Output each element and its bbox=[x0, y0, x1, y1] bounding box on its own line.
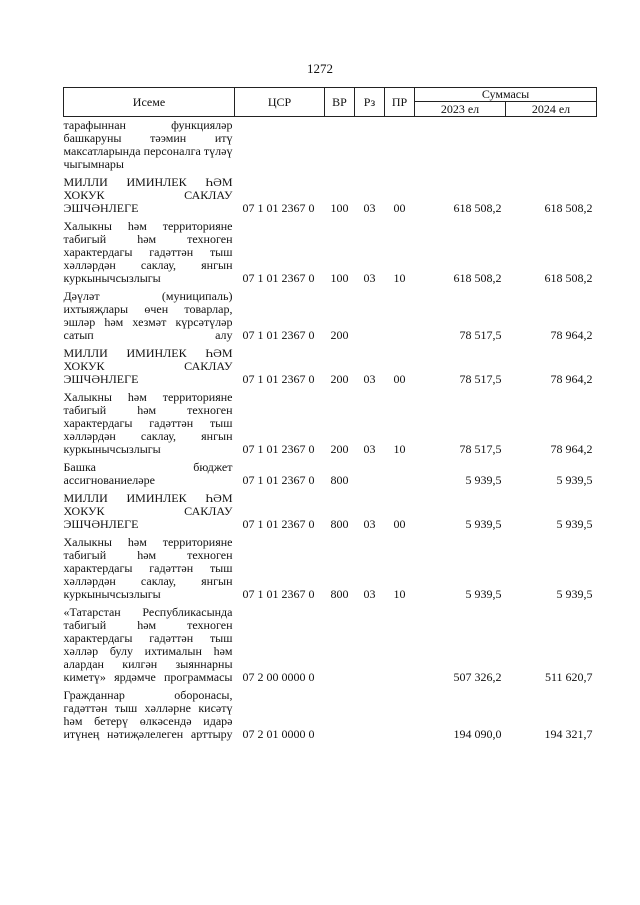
row-rz bbox=[355, 285, 385, 342]
row-name: МИЛЛИ ИМИНЛЕК ҺӘМ ХОКУК САКЛАУ ЭШЧӘНЛЕГЕ bbox=[63, 491, 233, 531]
row-rz: 03 bbox=[363, 271, 376, 285]
row-vr bbox=[325, 117, 355, 172]
table-row bbox=[64, 285, 597, 342]
row-amount-2023: 194 090,0 bbox=[453, 727, 502, 741]
row-vr: 200 bbox=[330, 328, 349, 342]
row-name: Башка бюджет ассигнованиеләре bbox=[63, 460, 233, 487]
row-amount-2023: 78 517,5 bbox=[459, 372, 502, 386]
header-pr: ПР bbox=[385, 88, 415, 117]
row-pr: 10 bbox=[393, 271, 406, 285]
row-rz: 03 bbox=[363, 517, 376, 531]
row-vr: 800 bbox=[330, 587, 349, 601]
row-pr: 00 bbox=[393, 201, 406, 215]
row-vr: 200 bbox=[330, 372, 349, 386]
row-name: Гражданнар оборонасы, гадәттән тыш хәлләрне кисәтү һәм бетерү өлкәсендә идарә итүнең нәтиҗәлелеген арттыру bbox=[63, 688, 233, 741]
row-amount-2024: 5 939,5 bbox=[556, 587, 593, 601]
row-csr: 07 2 00 0000 0 bbox=[242, 670, 315, 684]
row-amount-2024 bbox=[506, 117, 597, 172]
table-row bbox=[64, 342, 597, 386]
row-amount-2024: 78 964,2 bbox=[550, 372, 593, 386]
row-pr: 00 bbox=[393, 517, 406, 531]
table-row bbox=[64, 386, 597, 456]
row-amount-2024: 5 939,5 bbox=[556, 473, 593, 487]
row-csr: 07 1 01 2367 0 bbox=[242, 442, 315, 456]
row-amount-2024: 194 321,7 bbox=[544, 727, 593, 741]
table-row bbox=[64, 456, 597, 487]
row-name: Дәүләт (муниципаль) ихтыяҗлары өчен товарлар, эшләр һәм хезмәт күрсәтүләр сатып алу bbox=[63, 289, 233, 342]
row-vr: 200 bbox=[330, 442, 349, 456]
row-amount-2023 bbox=[415, 117, 506, 172]
row-name: Халыкны һәм территорияне табигый һәм техноген характердагы гадәттән тыш хәлләрдән саклау, янгын куркынычсызлыгы bbox=[63, 390, 233, 456]
row-csr: 07 1 01 2367 0 bbox=[242, 372, 315, 386]
row-pr bbox=[385, 456, 415, 487]
row-vr bbox=[325, 684, 355, 741]
row-amount-2023: 5 939,5 bbox=[465, 473, 502, 487]
row-pr: 10 bbox=[393, 587, 406, 601]
row-name: Халыкны һәм территорияне табигый һәм техноген характердагы гадәттән тыш хәлләрдән саклау, янгын куркынычсызлыгы bbox=[63, 535, 233, 601]
row-vr: 800 bbox=[330, 517, 349, 531]
row-amount-2024: 78 964,2 bbox=[550, 442, 593, 456]
row-csr: 07 2 01 0000 0 bbox=[242, 727, 315, 741]
row-rz bbox=[355, 601, 385, 684]
page-number: 1272 bbox=[307, 61, 333, 76]
row-vr: 800 bbox=[330, 473, 349, 487]
header-csr: ЦСР bbox=[235, 88, 325, 117]
table-row bbox=[64, 601, 597, 684]
header-rz: Рз bbox=[355, 88, 385, 117]
row-amount-2023: 5 939,5 bbox=[465, 587, 502, 601]
row-name: тарафыннан функцияләр башкаруны тәэмин итү максатларында персоналга түләү чыгымнары bbox=[63, 118, 233, 171]
table-row bbox=[64, 531, 597, 601]
row-csr bbox=[235, 117, 325, 172]
budget-table bbox=[63, 87, 597, 741]
row-vr bbox=[325, 601, 355, 684]
table-row bbox=[64, 117, 597, 172]
row-rz: 03 bbox=[363, 201, 376, 215]
row-amount-2024: 78 964,2 bbox=[550, 328, 593, 342]
row-pr: 00 bbox=[393, 372, 406, 386]
table-header bbox=[64, 88, 597, 117]
row-rz bbox=[355, 684, 385, 741]
row-csr: 07 1 01 2367 0 bbox=[242, 271, 315, 285]
row-rz: 03 bbox=[363, 442, 376, 456]
row-csr: 07 1 01 2367 0 bbox=[242, 517, 315, 531]
row-csr: 07 1 01 2367 0 bbox=[242, 587, 315, 601]
row-amount-2023: 507 326,2 bbox=[453, 670, 502, 684]
table-body bbox=[64, 117, 597, 742]
row-pr bbox=[385, 117, 415, 172]
row-vr: 100 bbox=[330, 201, 349, 215]
row-amount-2023: 78 517,5 bbox=[459, 328, 502, 342]
row-amount-2024: 618 508,2 bbox=[544, 201, 593, 215]
row-pr bbox=[385, 684, 415, 741]
header-vr: ВР bbox=[325, 88, 355, 117]
row-amount-2023: 618 508,2 bbox=[453, 201, 502, 215]
row-csr: 07 1 01 2367 0 bbox=[242, 328, 315, 342]
row-name: МИЛЛИ ИМИНЛЕК ҺӘМ ХОКУК САКЛАУ ЭШЧӘНЛЕГЕ bbox=[63, 346, 233, 386]
row-name: МИЛЛИ ИМИНЛЕК ҺӘМ ХОКУК САКЛАУ ЭШЧӘНЛЕГЕ bbox=[63, 175, 233, 215]
header-year-2024: 2024 ел bbox=[506, 102, 597, 117]
table-row bbox=[64, 171, 597, 215]
row-amount-2023: 618 508,2 bbox=[453, 271, 502, 285]
row-name: «Татарстан Республикасында табигый һәм техноген характердагы гадәттән тыш хәлләр булу ихтималын һәм алардан килгән зыяннарны киметү» ярдәмче программасы bbox=[63, 605, 233, 684]
row-rz: 03 bbox=[363, 372, 376, 386]
row-amount-2023: 78 517,5 bbox=[459, 442, 502, 456]
row-pr bbox=[385, 601, 415, 684]
row-csr: 07 1 01 2367 0 bbox=[242, 201, 315, 215]
row-csr: 07 1 01 2367 0 bbox=[242, 473, 315, 487]
table-row bbox=[64, 487, 597, 531]
row-amount-2024: 511 620,7 bbox=[544, 670, 593, 684]
row-rz bbox=[355, 117, 385, 172]
header-sums: Суммасы bbox=[415, 88, 597, 102]
row-name: Халыкны һәм территорияне табигый һәм техноген характердагы гадәттән тыш хәлләрдән саклау, янгын куркынычсызлыгы bbox=[63, 219, 233, 285]
header-year-2023: 2023 ел bbox=[415, 102, 506, 117]
row-vr: 100 bbox=[330, 271, 349, 285]
row-rz: 03 bbox=[363, 587, 376, 601]
row-amount-2024: 618 508,2 bbox=[544, 271, 593, 285]
row-amount-2023: 5 939,5 bbox=[465, 517, 502, 531]
table-row bbox=[64, 215, 597, 285]
table-row bbox=[64, 684, 597, 741]
row-rz bbox=[355, 456, 385, 487]
row-pr bbox=[385, 285, 415, 342]
header-name: Исеме bbox=[64, 88, 235, 117]
row-pr: 10 bbox=[393, 442, 406, 456]
row-amount-2024: 5 939,5 bbox=[556, 517, 593, 531]
